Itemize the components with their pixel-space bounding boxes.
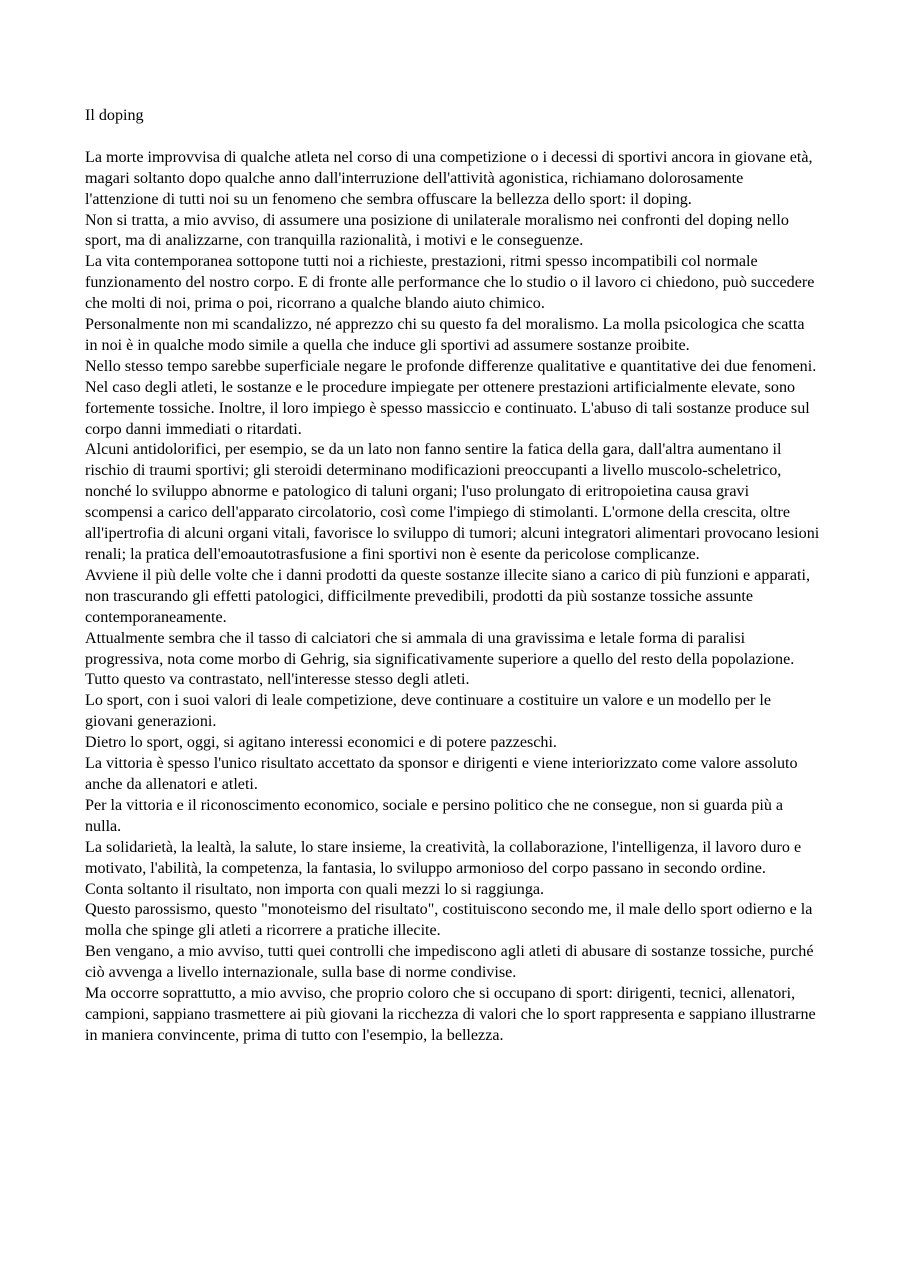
paragraph: Conta soltanto il risultato, non importa con quali mezzi lo si raggiunga. [85,880,545,898]
paragraph: Dietro lo sport, oggi, si agitano interessi economici e di potere pazzeschi. [85,734,557,752]
paragraph: Ben vengano, a mio avviso, tutti quei controlli che impediscono agli atleti di abusare di sostanze tossiche, purché ciò avvenga a livello internazionale, sulla base di norme condivise. [85,943,814,982]
paragraph: Lo sport, con i suoi valori di leale competizione, deve continuare a costituire un valore e un modello per le giovani generazioni. [85,692,771,731]
paragraph: Personalmente non mi scandalizzo, né apprezzo chi su questo fa del moralismo. La molla psicologica che scatta in noi è in qualche modo simile a quella che induce gli sportivi ad assumere sostanze proibite. [85,316,805,354]
paragraph: Nello stesso tempo sarebbe superficiale negare le profonde differenze qualitative e quantitative dei due fenomeni. [85,357,817,375]
paragraph: Per la vittoria e il riconoscimento economico, sociale e persino politico che ne consegue, non si guarda più a nulla. [85,796,784,835]
paragraph: La solidarietà, la lealtà, la salute, lo stare insieme, la creatività, la collaborazione, l'intelligenza, il lavoro duro e motivato, l'abilità, la competenza, la fantasia, lo sviluppo armonioso del corpo passano in secondo ordine. [85,838,802,877]
paragraph: La vittoria è spesso l'unico risultato accettato da sponsor e dirigenti e viene interiorizzato come valore assoluto anche da allenatori e atleti. [85,755,798,793]
paragraph: Avviene il più delle volte che i danni prodotti da queste sostanze illecite siano a carico di più funzioni e apparati, non trascurando gli effetti patologici, difficilmente prevedibili, prodotti da più sostanze tossiche assunte contemporaneamente. [85,566,811,626]
paragraph: Tutto questo va contrastato, nell'interesse stesso degli atleti. [85,671,470,689]
paragraph: Nel caso degli atleti, le sostanze e le procedure impiegate per ottenere prestazioni artificialmente elevate, sono fortemente tossiche. Inoltre, il loro impiego è spesso massiccio e continuato. L'abuso di tali sostanze produce sul corpo danni immediati o ritardati. [85,378,810,438]
document-title: Il doping [85,107,144,124]
paragraph: La vita contemporanea sottopone tutti noi a richieste, prestazioni, ritmi spesso incompatibili col normale funzionamento del nostro corpo. E di fronte alle performance che lo studio o il lavoro ci chiedono, può succedere che molti di noi, prima o poi, ricorrano a qualche blando aiuto chimico. [85,253,815,313]
paragraph: La morte improvvisa di qualche atleta nel corso di una competizione o i decessi di sportivi ancora in giovane età, magari soltanto dopo qualche anno dall'interruzione dell'attività agonistica, richiamano dolorosamente l'attenzione di tutti noi su un fenomeno che sembra offuscare la bellezza dello sport: il doping. [85,148,813,208]
paragraph: Ma occorre soprattutto, a mio avviso, che proprio coloro che si occupano di sport: dirigenti, tecnici, allenatori, campioni, sappiano trasmettere ai più giovani la ricchezza di valori che lo sport rappresenta e sappiano illustrarne in maniera convincente, prima di tutto con l'esempio, la bellezza. [85,985,816,1044]
paragraph: Attualmente sembra che il tasso di calciatori che si ammala di una gravissima e letale forma di paralisi progressiva, nota come morbo di Gehrig, sia significativamente superiore a quello del resto della popolazione. [85,629,795,668]
paragraph: Questo parossismo, questo "monoteismo del risultato", costituiscono secondo me, il male dello sport odierno e la molla che spinge gli atleti a ricorrere a pratiche illecite. [85,901,813,940]
paragraph: Alcuni antidolorifici, per esempio, se da un lato non fanno sentire la fatica della gara, dall'altra aumentano il rischio di traumi sportivi; gli steroidi determinano modificazioni preoccupanti a livello muscolo-scheletrico, nonché lo sviluppo abnorme e patologico di taluni organi; l'uso prolungato di eritropoietina causa gravi scompensi a carico dell'apparato circolatorio, così come l'impiego di stimolanti. L'ormone della crescita, oltre all'ipertrofia di alcuni organi vitali, favorisce lo sviluppo di tumori; alcuni integratori alimentari provocano lesioni renali; la pratica dell'emoautotrasfusione a fini sportivi non è esente da pericolose complicanze. [85,441,820,564]
paragraph: Non si tratta, a mio avviso, di assumere una posizione di unilaterale moralismo nei confronti del doping nello sport, ma di analizzarne, con tranquilla razionalità, i motivi e le conseguenze. [85,211,789,250]
document-page [85,106,820,1047]
